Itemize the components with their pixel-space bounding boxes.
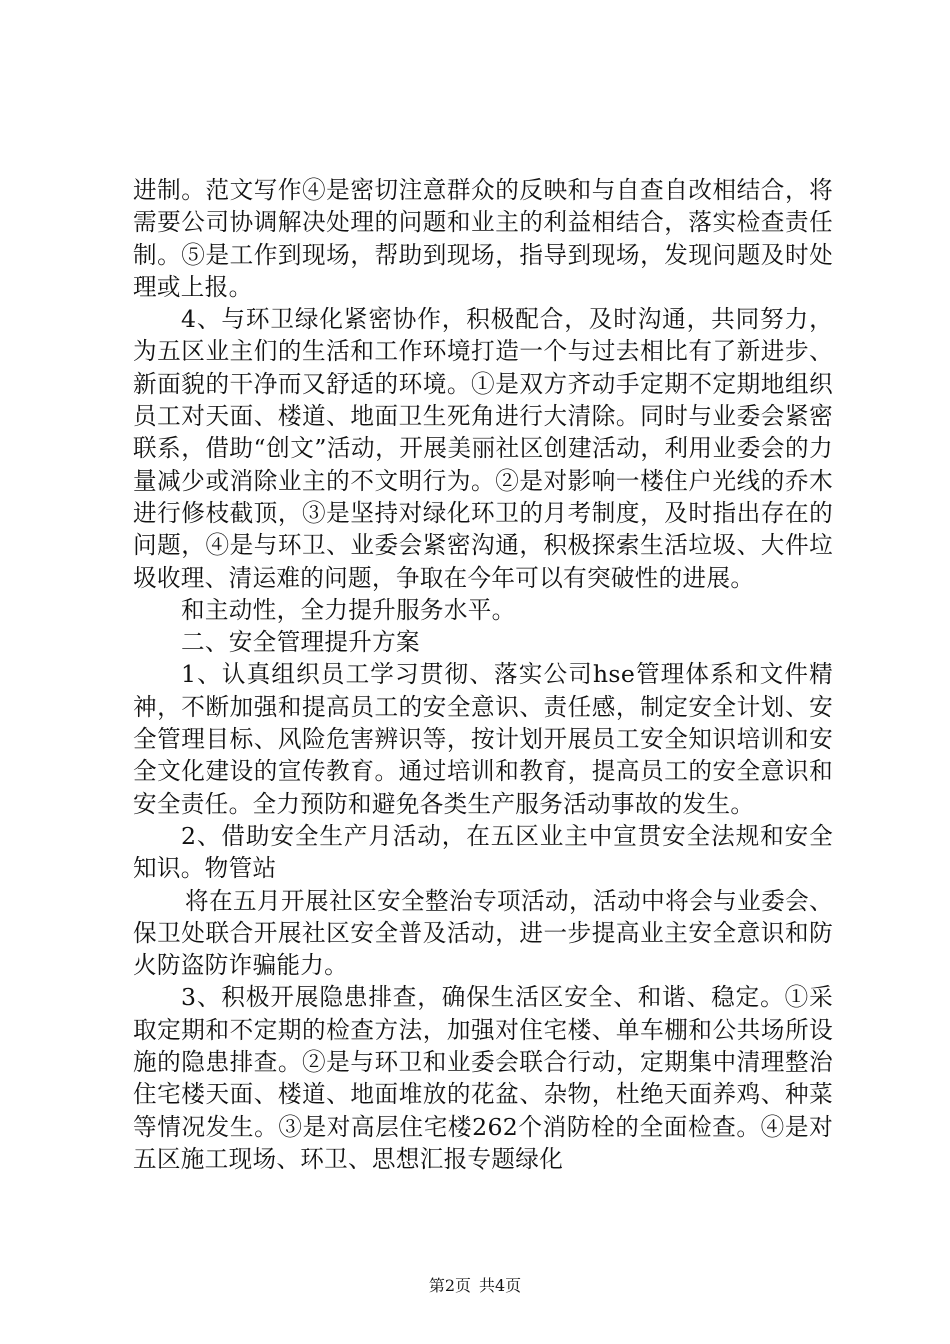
page-total: 共4页 [479, 1276, 522, 1295]
section-heading-safety: 二、安全管理提升方案 [181, 628, 420, 657]
paragraph-continuation: 进制。范文写作④是密切注意群众的反映和与自查自改相结合，将需要公司协调解决处理的问题和业主的利益相结合，落实检查责任制。⑤是工作到现场，帮助到现场，指导到现场，发现问题及时处理或上报。 [133, 176, 833, 301]
paragraph-safety-item-1: 1、认真组织员工学习贯彻、落实公司hse管理体系和文件精神，不断加强和提高员工的安全意识、责任感，制定安全计划、安全管理目标、风险危害辨识等，按计划开展员工安全知识培训和安全文化建设的宣传教育。通过培训和教育，提高员工的安全意识和安全责任。全力预防和避免各类生产服务活动事故的发生。 [133, 660, 833, 818]
page-footer [0, 1276, 950, 1296]
paragraph-item-4: 4、与环卫绿化紧密协作，积极配合，及时沟通，共同努力，为五区业主们的生活和工作环境打造一个与过去相比有了新进步、新面貌的干净而又舒适的环境。①是双方齐动手定期不定期地组织员工对天面、楼道、地面卫生死角进行大清除。同时与业委会紧密联系，借助“创文”活动，开展美丽社区创建活动，利用业委会的力量减少或消除业主的不文明行为。②是对影响一楼住户光线的乔木进行修枝截顶，③是坚持对绿化环卫的月考制度，及时指出存在的问题，④是与环卫、业委会紧密沟通，积极探索生活垃圾、大件垃圾收理、清运难的问题，争取在今年可以有突破性的进展。 [133, 305, 833, 592]
page-number: 第2页 [428, 1276, 471, 1295]
paragraph-safety-item-2-continued: 将在五月开展社区安全整治专项活动，活动中将会与业委会、保卫处联合开展社区安全普及活动，进一步提高业主安全意识和防火防盗防诈骗能力。 [133, 886, 833, 980]
paragraph-safety-item-3: 3、积极开展隐患排查，确保生活区安全、和谐、稳定。①采取定期和不定期的检查方法，加强对住宅楼、单车棚和公共场所设施的隐患排查。②是与环卫和业委会联合行动，定期集中清理整治住宅楼天面、楼道、地面堆放的花盆、杂物，杜绝天面养鸡、种菜等情况发生。③是对高层住宅楼262个消防栓的全面检查。④是对五区施工现场、环卫、思想汇报专题绿化 [133, 983, 833, 1173]
paragraph-safety-item-2: 2、借助安全生产月活动，在五区业主中宣贯安全法规和安全知识。物管站 [133, 821, 833, 883]
paragraph-fragment: 和主动性，全力提升服务水平。 [181, 595, 516, 624]
document-body [133, 174, 833, 1175]
